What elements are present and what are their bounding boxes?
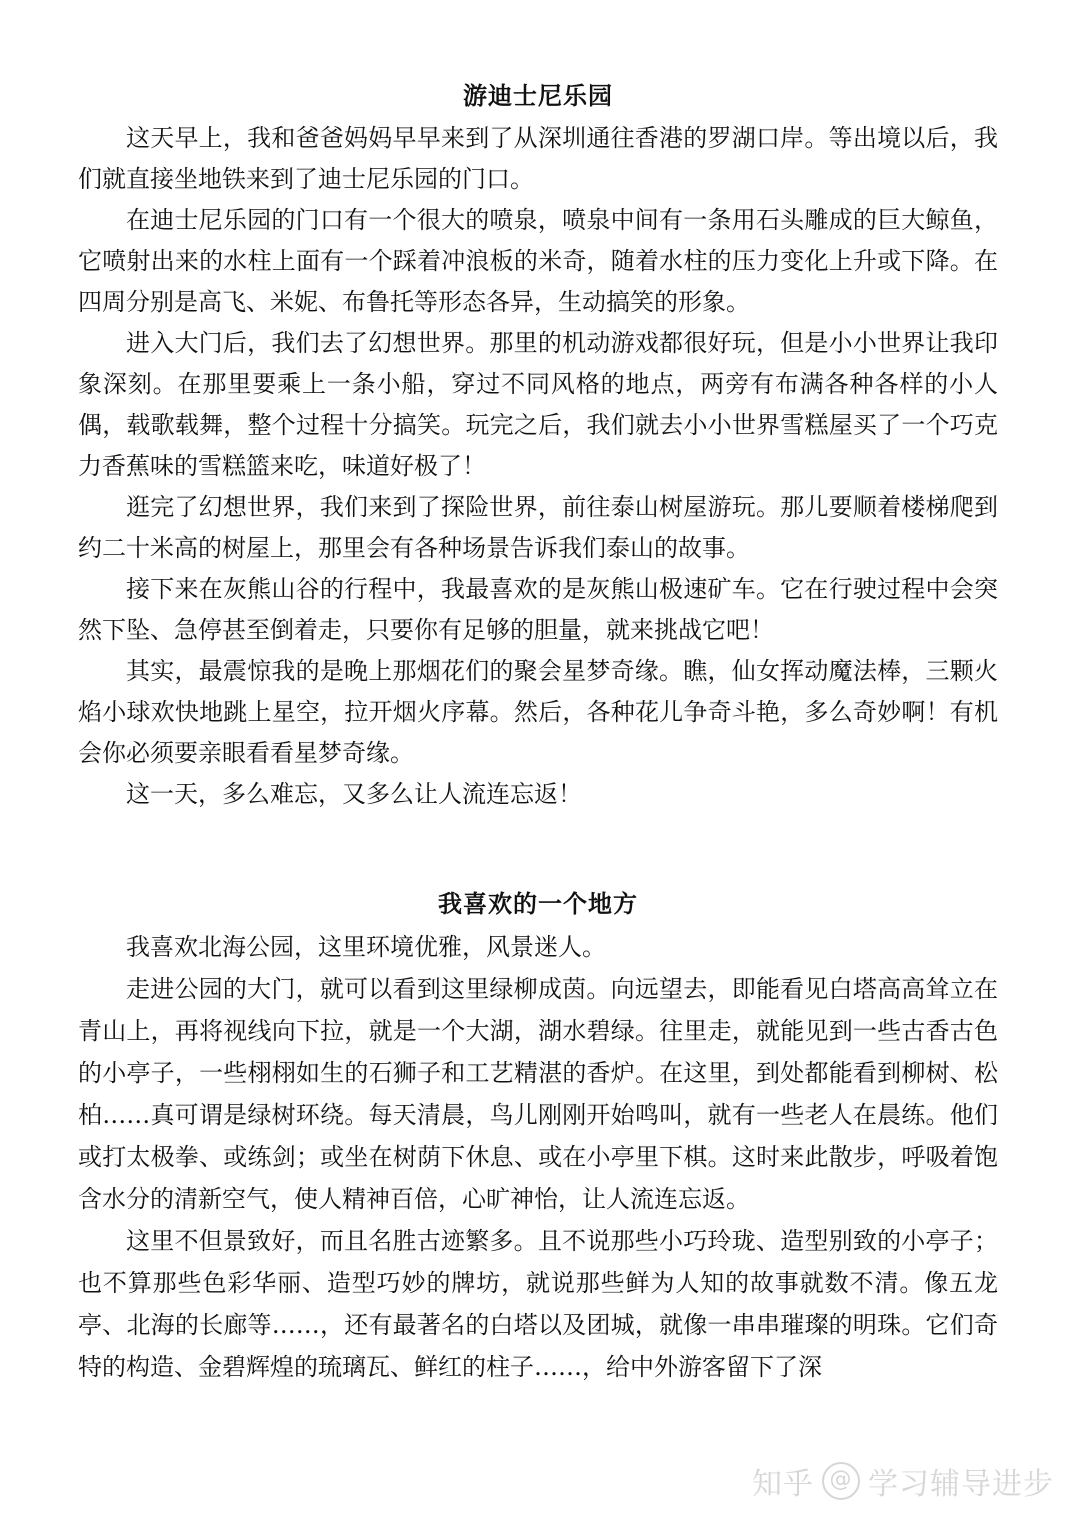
paragraph: 接下来在灰熊山谷的行程中，我最喜欢的是灰熊山极速矿车。它在行驶过程中会突然下坠、急停甚至倒着走，只要你有足够的胆量，就来挑战它吧！ [78, 575, 998, 644]
zhihu-watermark [752, 1459, 1054, 1503]
paragraph: 这一天，多么难忘，又多么让人流连忘返！ [126, 780, 582, 808]
at-icon: @ [822, 1462, 860, 1500]
paragraph: 逛完了幻想世界，我们来到了探险世界，前往泰山树屋游玩。那儿要顺着楼梯爬到约二十米高的树屋上，那里会有各种场景告诉我们泰山的故事。 [78, 493, 998, 562]
paragraph: 走进公园的大门，就可以看到这里绿柳成茵。向远望去，即能看见白塔高高耸立在青山上，再将视线向下拉，就是一个大湖，湖水碧绿。往里走，就能见到一些古香古色的小亭子，一些栩栩如生的石狮子和工艺精湛的香炉。在这里，到处都能看到柳树、松柏……真可谓是绿树环绕。每天清晨，鸟儿刚刚开始鸣叫，就有一些老人在晨练。他们或打太极拳、或练剑；或坐在树荫下休息、或在小亭里下棋。这时来此散步，呼吸着饱含水分的清新空气，使人精神百倍，心旷神怡，让人流连忘返。 [78, 975, 998, 1213]
paragraph: 进入大门后，我们去了幻想世界。那里的机动游戏都很好玩，但是小小世界让我印象深刻。在那里要乘上一条小船，穿过不同风格的地点，两旁有布满各种各样的小人偶，载歌载舞，整个过程十分搞笑。玩完之后，我们就去小小世界雪糕屋买了一个巧克力香蕉味的雪糕篮来吃，味道好极了！ [78, 329, 998, 480]
essay-title: 我喜欢的一个地方 [438, 889, 638, 918]
paragraph: 其实，最震惊我的是晚上那烟花们的聚会星梦奇缘。瞧，仙女挥动魔法棒，三颗火焰小球欢快地跳上星空，拉开烟火序幕。然后，各种花儿争奇斗艳，多么奇妙啊！有机会你必须要亲眼看看星梦奇缘。 [78, 657, 998, 767]
paragraph: 在迪士尼乐园的门口有一个很大的喷泉，喷泉中间有一条用石头雕成的巨大鲸鱼，它喷射出来的水柱上面有一个踩着冲浪板的米奇，随着水柱的压力变化上升或下降。在四周分别是高飞、米妮、布鲁托等形态各异，生动搞笑的形象。 [78, 206, 998, 316]
paragraph: 这天早上，我和爸爸妈妈早早来到了从深圳通往香港的罗湖口岸。等出境以后，我们就直接坐地铁来到了迪士尼乐园的门口。 [78, 124, 998, 193]
essay-disneyland [78, 74, 998, 815]
watermark-author: 学习辅导进步 [868, 1467, 1054, 1502]
watermark-site: 知乎 [752, 1467, 814, 1502]
essay-beihai-park [78, 882, 998, 1388]
paragraph: 我喜欢北海公园，这里环境优雅，风景迷人。 [126, 933, 606, 961]
paragraph: 这里不但景致好，而且名胜古迹繁多。且不说那些小巧玲珑、造型别致的小亭子；也不算那些色彩华丽、造型巧妙的牌坊，就说那些鲜为人知的故事就数不清。像五龙亭、北海的长廊等……，还有最著名的白塔以及团城，就像一串串璀璨的明珠。它们奇特的构造、金碧辉煌的琉璃瓦、鲜红的柱子……，给中外游客留下了深 [78, 1227, 998, 1381]
essay-title: 游迪士尼乐园 [463, 81, 613, 110]
